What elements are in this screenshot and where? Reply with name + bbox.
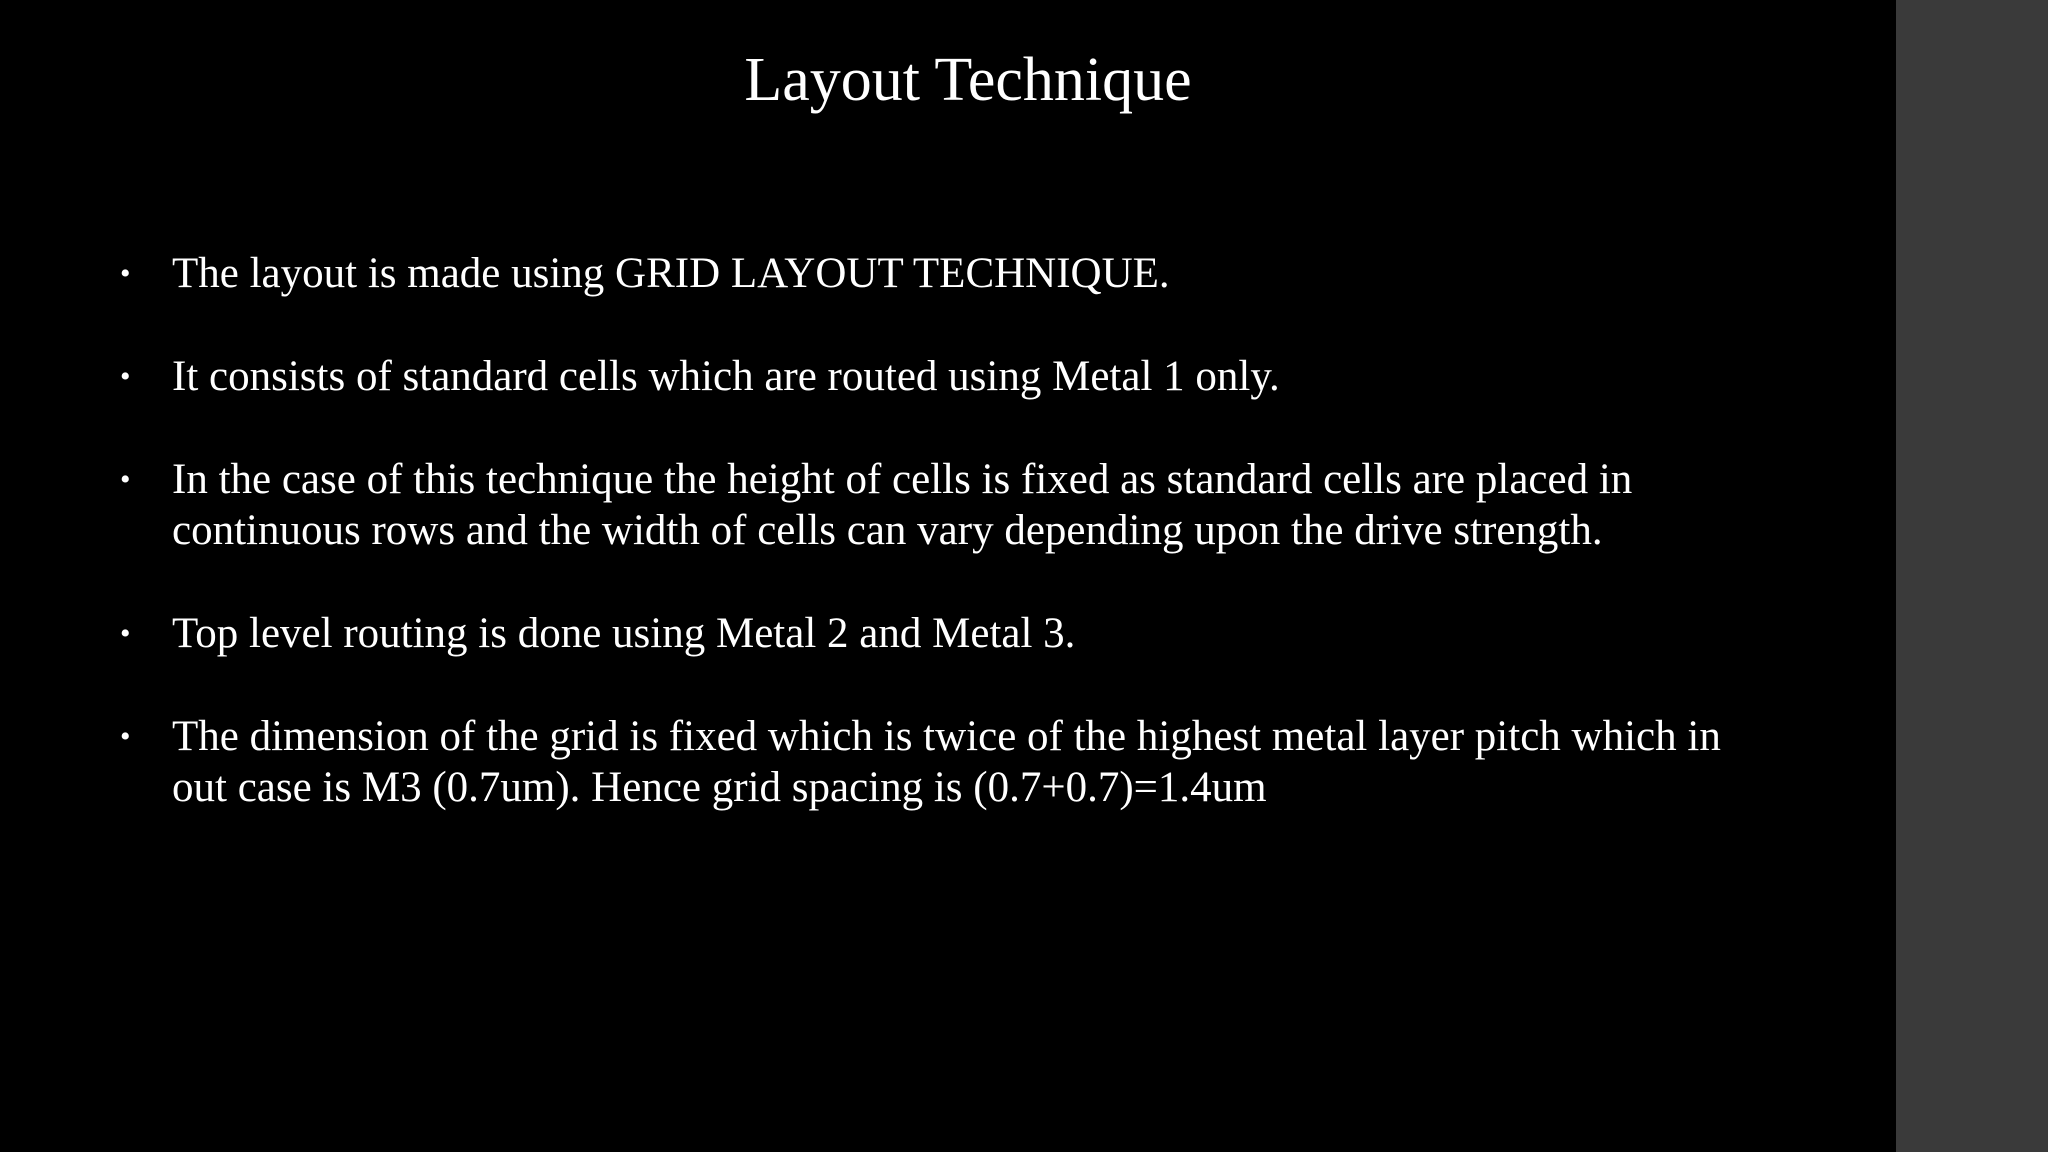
bullet-text: It consists of standard cells which are routed using Metal 1 only.: [172, 353, 1280, 400]
bullet-item: [120, 608, 1740, 659]
bullet-text: The dimension of the grid is fixed which is twice of the highest metal layer pitch which in out case is M3 (0.7um). Hence grid spacing is (0.7+0.7)=1.4um: [172, 713, 1721, 811]
bullet-item: [120, 248, 1740, 299]
bullet-marker: •: [120, 360, 131, 393]
bullet-item: [120, 711, 1740, 813]
bullet-text: Top level routing is done using Metal 2 and Metal 3.: [172, 610, 1076, 657]
bullet-item: [120, 454, 1740, 556]
bullet-marker: •: [120, 617, 131, 650]
side-panel: [1896, 0, 2048, 1152]
bullet-marker: •: [120, 720, 131, 753]
bullet-text: The layout is made using GRID LAYOUT TECHNIQUE.: [172, 250, 1170, 297]
slide-title: Layout Technique: [744, 46, 1192, 114]
bullet-text: In the case of this technique the height of cells is fixed as standard cells are placed in continuous rows and the width of cells can vary depending upon the drive strength.: [172, 456, 1633, 554]
bullet-marker: •: [120, 463, 131, 496]
bullet-item: [120, 351, 1740, 402]
bullet-marker: •: [120, 257, 131, 290]
bullet-list: [120, 248, 1740, 865]
